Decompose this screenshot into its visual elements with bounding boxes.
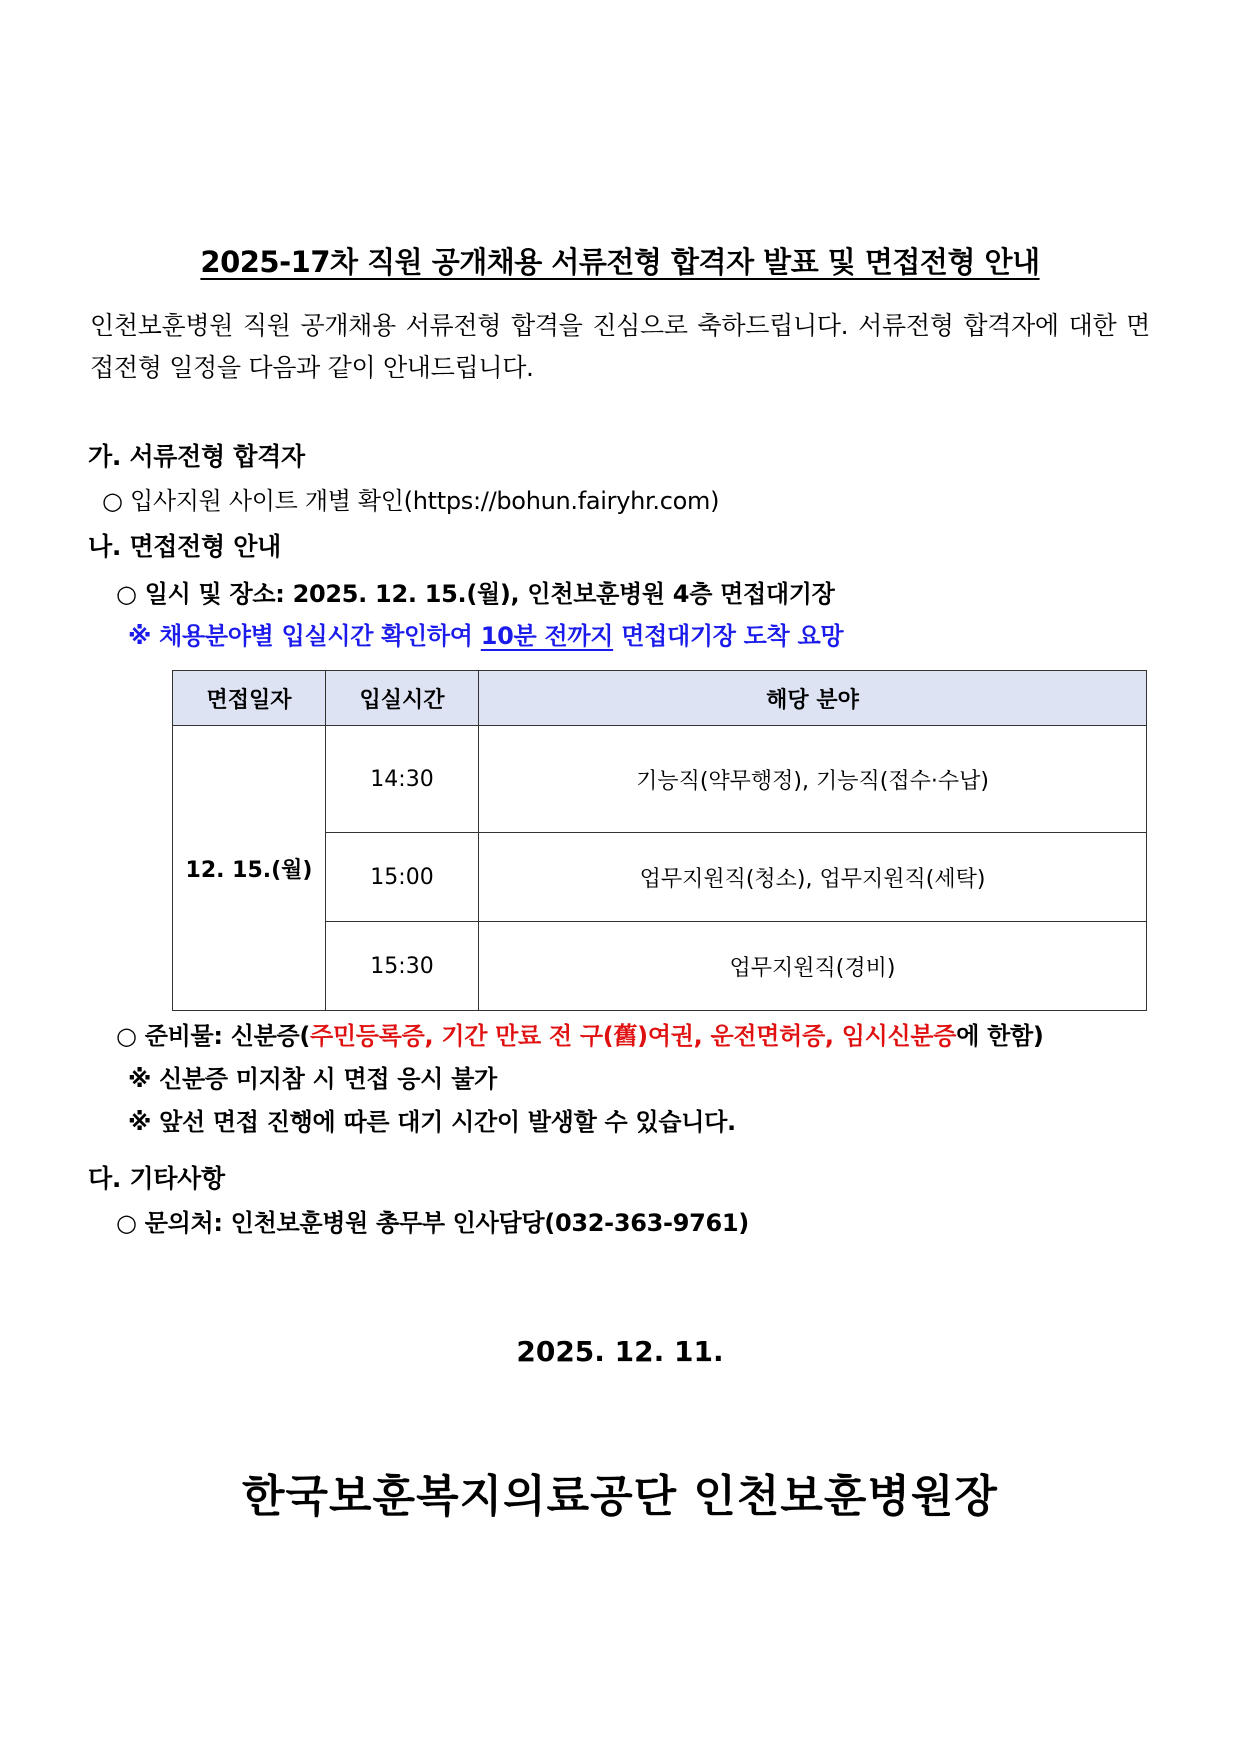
field-cell: 업무지원직(경비) <box>479 922 1147 1011</box>
time-cell: 15:30 <box>326 922 479 1011</box>
arrival-notice <box>128 616 843 651</box>
section-a-bullet: ○ 입사지원 사이트 개별 확인(https://bohun.fairyhr.com) <box>102 487 720 515</box>
section-c-heading: 다. 기타사항 <box>88 1164 225 1193</box>
header-time: 입실시간 <box>326 671 479 726</box>
header-date: 면접일자 <box>173 671 326 726</box>
accepted-ids: 주민등록증, 기간 만료 전 구(舊)여권, 운전면허증, 임시신분증 <box>310 1022 957 1050</box>
id-required-note: ※ 신분증 미지참 시 면접 응시 불가 <box>128 1065 497 1093</box>
time-cell: 14:30 <box>326 726 479 833</box>
table-row <box>173 726 1147 833</box>
arrival-notice-suffix: 면접대기장 도착 요망 <box>613 622 844 650</box>
field-cell: 기능직(약무행정), 기능직(접수·수납) <box>479 726 1147 833</box>
preparation-line <box>116 1016 1044 1051</box>
issuer-name: 한국보훈복지의료공단 인천보훈병원장 <box>242 1471 998 1522</box>
section-b-heading: 나. 면접전형 안내 <box>88 532 281 561</box>
field-cell: 업무지원직(청소), 업무지원직(세탁) <box>479 833 1147 922</box>
interview-schedule-table <box>172 670 1147 1011</box>
table-header-row <box>173 671 1147 726</box>
issue-date: 2025. 12. 11. <box>516 1335 724 1368</box>
time-cell: 15:00 <box>326 833 479 922</box>
arrival-notice-deadline: 10분 전까지 <box>480 622 614 650</box>
contact-line: ○ 문의처: 인천보훈병원 총무부 인사담당(032-363-9761) <box>116 1209 749 1237</box>
intro-paragraph: 인천보훈병원 직원 공개채용 서류전형 합격을 진심으로 축하드립니다. 서류전형 합격자에 대한 면접전형 일정을 다음과 같이 안내드립니다. <box>90 311 1150 382</box>
header-field: 해당 분야 <box>479 671 1147 726</box>
arrival-notice-prefix: ※ 채용분야별 입실시간 확인하여 <box>128 622 481 650</box>
section-a-heading: 가. 서류전형 합격자 <box>88 442 305 471</box>
preparation-suffix: 에 한함) <box>956 1022 1044 1050</box>
document-title-text: 2025-17차 직원 공개채용 서류전형 합격자 발표 및 면접전형 안내 <box>200 245 1040 279</box>
waiting-time-note: ※ 앞선 면접 진행에 따른 대기 시간이 발생할 수 있습니다. <box>128 1108 736 1136</box>
schedule-line: ○ 일시 및 장소: 2025. 12. 15.(월), 인천보훈병원 4층 면접대기장 <box>116 580 835 608</box>
document-title <box>0 240 1240 281</box>
preparation-prefix: ○ 준비물: 신분증( <box>116 1022 311 1050</box>
interview-date-cell: 12. 15.(월) <box>173 726 326 1011</box>
